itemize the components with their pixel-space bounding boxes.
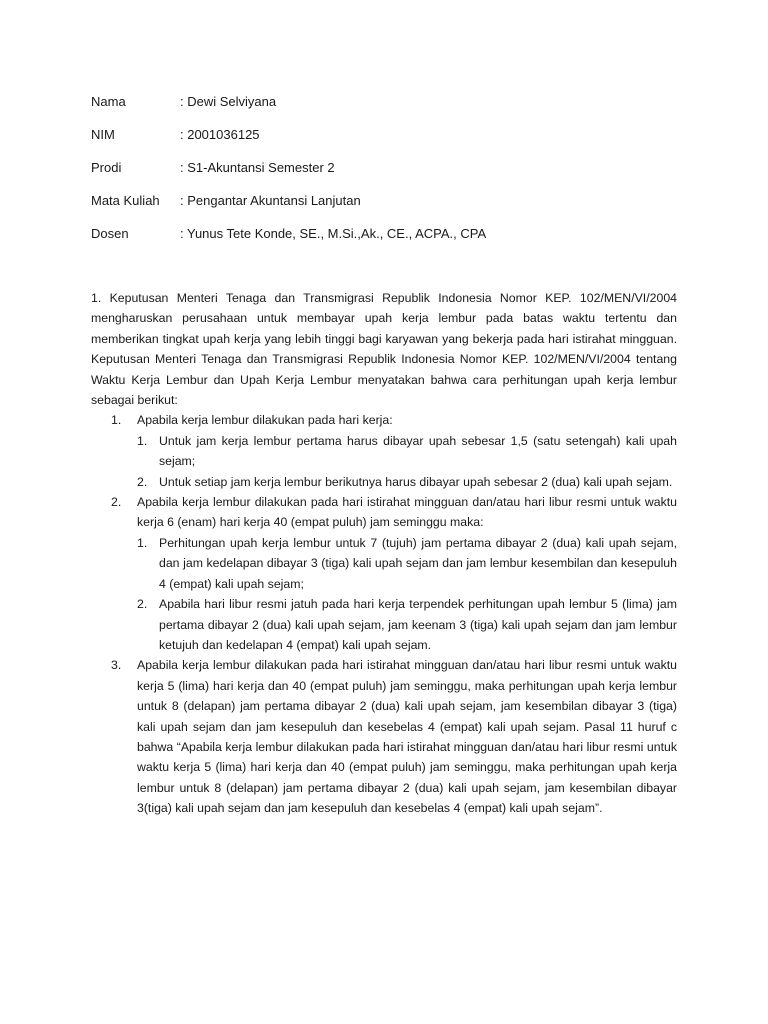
header-label: NIM	[91, 127, 115, 142]
header-value: : 2001036125	[180, 127, 260, 142]
document-body	[91, 288, 677, 819]
header-label: Mata Kuliah	[91, 193, 160, 208]
sub-list-item-text: Apabila hari libur resmi jatuh pada hari kerja terpendek perhitungan upah lembur 5 (lima) jam pertama dibayar 2 (dua) kali upah sejam, jam keenam 3 (tiga) kali upah sejam dan jam lembur ketujuh dan kedelapan 4 (empat) kali upah sejam.	[159, 597, 677, 652]
header-value: : S1-Akuntansi Semester 2	[180, 160, 335, 175]
header-value: : Yunus Tete Konde, SE., M.Si.,Ak., CE., ACPA., CPA	[180, 226, 487, 241]
sub-list-item	[137, 533, 677, 594]
sub-list-item	[137, 431, 677, 472]
sub-list-number: 1.	[137, 535, 148, 550]
header-value: : Pengantar Akuntansi Lanjutan	[180, 193, 361, 208]
header-label: Prodi	[91, 160, 122, 175]
list-item	[91, 492, 677, 655]
list-number: 2.	[111, 495, 122, 510]
list-number: 1.	[111, 413, 122, 428]
sub-list-item-text: Perhitungan upah kerja lembur untuk 7 (tujuh) jam pertama dibayar 2 (dua) kali upah sejam, dan jam kedelapan dibayar 3 (tiga) kali upah sejam dan jam lembur kesembilan dan kesepuluh 4 (empat) kali upah sejam;	[159, 535, 677, 591]
list-item-text: Apabila kerja lembur dilakukan pada hari istirahat mingguan dan/atau hari libur resmi untuk waktu kerja 5 (lima) hari kerja dan 40 (empat puluh) jam seminggu, maka perhitungan upah kerja lembur untuk 8 (delapan) jam pertama dibayar 2 (dua) kali upah sejam, jam kesembilan dibayar 3 (tiga) kali upah sejam dan jam kesepuluh dan kesebelas 4 (empat) kali upah sejam. Pasal 11 huruf c bahwa “Apabila kerja lembur dilakukan pada hari istirahat mingguan dan/atau hari libur resmi untuk waktu kerja 5 (lima) hari kerja dan 40 (empat puluh) jam seminggu, maka perhitungan upah kerja lembur untuk 8 (delapan) jam pertama dibayar 2 (dua) kali upah sejam, jam kesembilan dibayar 3(tiga) kali upah sejam dan jam kesepuluh dan kesebelas 4 (empat) kali upah sejam”.	[137, 658, 677, 816]
list-item	[91, 410, 677, 492]
student-info-header	[91, 92, 691, 257]
sub-list-number: 2.	[137, 597, 148, 612]
sub-list-item-text: Untuk jam kerja lembur pertama harus dibayar upah sebesar 1,5 (satu setengah) kali upah sejam;	[159, 433, 677, 469]
header-label: Dosen	[91, 226, 129, 241]
header-row-mata-kuliah	[91, 191, 691, 224]
header-label: Nama	[91, 94, 126, 109]
sub-list-number: 2.	[137, 474, 148, 489]
intro-paragraph: 1. Keputusan Menteri Tenaga dan Transmigrasi Republik Indonesia Nomor KEP. 102/MEN/VI/2004 mengharuskan perusahaan untuk membayar upah kerja lembur pada batas waktu tertentu dan memberikan tingkat upah kerja yang lebih tinggi bagi karyawan yang bekerja pada hari istirahat mingguan. Keputusan Menteri Tenaga dan Transmigrasi Republik Indonesia Nomor KEP. 102/MEN/VI/2004 tentang Waktu Kerja Lembur dan Upah Kerja Lembur menyatakan bahwa cara perhitungan upah kerja lembur sebagai berikut:	[91, 291, 677, 408]
header-row-nim	[91, 125, 691, 158]
sub-list-item	[137, 472, 677, 492]
sub-list	[137, 431, 677, 492]
list-item	[91, 655, 677, 818]
list-number: 3.	[111, 658, 122, 673]
sub-list-item	[137, 594, 677, 655]
header-row-dosen	[91, 224, 691, 257]
sub-list-item-text: Untuk setiap jam kerja lembur berikutnya harus dibayar upah sebesar 2 (dua) kali upah sejam.	[159, 474, 673, 489]
list-item-text: Apabila kerja lembur dilakukan pada hari kerja:	[137, 413, 393, 428]
sub-list	[137, 533, 677, 655]
header-value: : Dewi Selviyana	[180, 94, 277, 109]
header-row-prodi	[91, 158, 691, 191]
main-list	[91, 410, 677, 818]
sub-list-number: 1.	[137, 433, 148, 448]
header-row-nama	[91, 92, 691, 125]
list-item-text: Apabila kerja lembur dilakukan pada hari istirahat mingguan dan/atau hari libur resmi untuk waktu kerja 6 (enam) hari kerja 40 (empat puluh) jam seminggu maka:	[137, 495, 677, 530]
